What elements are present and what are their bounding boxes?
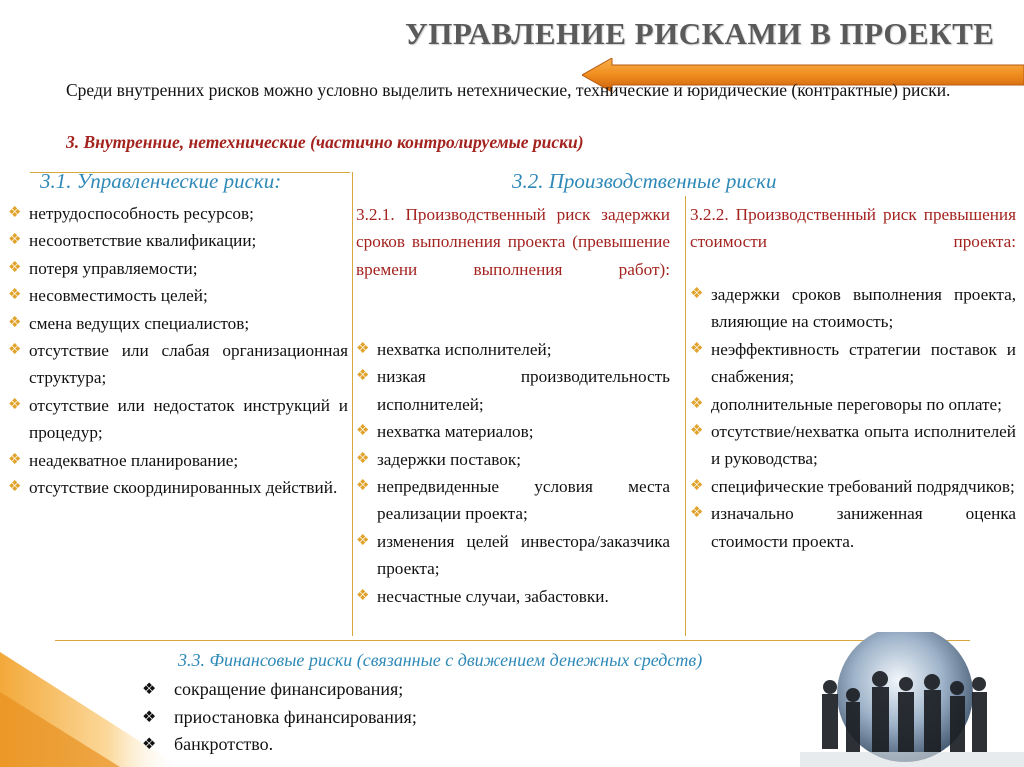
subsection-3-2-1 xyxy=(356,201,670,283)
diamond-bullet-icon: ❖ xyxy=(356,341,370,357)
diamond-bullet-icon: ❖ xyxy=(356,423,370,440)
diamond-bullet-icon: ❖ xyxy=(8,451,22,468)
list-item: ❖ несчастные случаи, забастовки. xyxy=(356,583,670,610)
list-item: ❖ отсутствие или недостаток инструкций и процедур; xyxy=(8,392,348,447)
list-item: ❖ потеря управляемости; xyxy=(8,255,348,282)
list-item: ❖ нехватка материалов; xyxy=(356,418,670,445)
list-item: ❖ неэффективность стратегии поставок и снабжения; xyxy=(690,336,1016,391)
financial-risks-list xyxy=(142,676,417,759)
divider-col1 xyxy=(352,172,353,636)
diamond-bullet-icon: ❖ xyxy=(690,286,704,302)
list-item: ❖ несоответствие квалификации; xyxy=(8,227,348,254)
list-item: ❖ неадекватное планирование; xyxy=(8,447,348,474)
list-item: ❖ отсутствие или слабая организационная структура; xyxy=(8,337,348,392)
diamond-bullet-icon: ❖ xyxy=(142,681,157,698)
diamond-bullet-icon: ❖ xyxy=(690,477,704,494)
page-title: УПРАВЛЕНИЕ РИСКАМИ В ПРОЕКТЕ xyxy=(405,16,995,51)
list-item: ❖ сокращение финансирования; xyxy=(142,676,417,704)
list-item: ❖ низкая производительность исполнителей; xyxy=(356,363,670,418)
list-item: ❖ банкротство. xyxy=(142,731,417,759)
list-item: ❖ несовместимость целей; xyxy=(8,282,348,309)
section-3-1-heading: 3.1. Управленческие риски: xyxy=(40,169,282,193)
list-item: ❖ изначально заниженная оценка стоимости проекта. xyxy=(690,500,1016,555)
list-item: ❖ задержки поставок; xyxy=(356,446,670,473)
subsection-3-2-2-heading: 3.2.2. Производственный риск превышения стоимости проекта: xyxy=(690,205,1016,252)
delay-risks-list xyxy=(356,336,670,610)
management-risks-list xyxy=(8,200,348,501)
diamond-bullet-icon: ❖ xyxy=(8,479,22,496)
list-item: ❖ отсутствие/нехватка опыта исполнителей и руководства; xyxy=(690,418,1016,473)
list-item: ❖ отсутствие скоординированных действий. xyxy=(8,474,348,501)
diamond-bullet-icon: ❖ xyxy=(8,396,22,413)
diamond-bullet-icon: ❖ xyxy=(690,423,704,440)
list-item: ❖ нетрудоспособность ресурсов; xyxy=(8,200,348,227)
diamond-bullet-icon: ❖ xyxy=(8,232,22,249)
divider-col2 xyxy=(685,196,686,636)
diamond-bullet-icon: ❖ xyxy=(356,587,370,604)
diamond-bullet-icon: ❖ xyxy=(690,505,704,522)
subsection-3-2-1-heading: 3.2.1. Производственный риск задержки сроков выполнения проекта (превышение времени выполнения работ): xyxy=(356,205,670,279)
subsection-3-2-2 xyxy=(690,201,1016,256)
diamond-bullet-icon: ❖ xyxy=(8,205,22,221)
diamond-bullet-icon: ❖ xyxy=(8,259,22,276)
diamond-bullet-icon: ❖ xyxy=(8,342,22,359)
diamond-bullet-icon: ❖ xyxy=(142,708,157,726)
diamond-bullet-icon: ❖ xyxy=(690,395,704,412)
list-item: ❖ непредвиденные условия места реализации проекта; xyxy=(356,473,670,528)
list-item: ❖ приостановка финансирования; xyxy=(142,704,417,732)
cost-risks-list xyxy=(690,281,1016,555)
section-3-3-heading: 3.3. Финансовые риски (связанные с движением денежных средств) xyxy=(178,650,703,670)
list-item: ❖ задержки сроков выполнения проекта, влияющие на стоимость; xyxy=(690,281,1016,336)
list-item: ❖ специфические требований подрядчиков; xyxy=(690,473,1016,500)
list-item: ❖ дополнительные переговоры по оплате; xyxy=(690,391,1016,418)
section-3-2-heading: 3.2. Производственные риски xyxy=(512,169,777,193)
list-item: ❖ смена ведущих специалистов; xyxy=(8,310,348,337)
diamond-bullet-icon: ❖ xyxy=(142,736,157,753)
section-3-heading: 3. Внутренние, нетехнические (частично контролируемые риски) xyxy=(66,132,584,152)
diamond-bullet-icon: ❖ xyxy=(356,532,370,549)
diamond-bullet-icon: ❖ xyxy=(8,314,22,331)
list-item: ❖ изменения целей инвестора/заказчика проекта; xyxy=(356,528,670,583)
diamond-bullet-icon: ❖ xyxy=(690,340,704,357)
intro-paragraph: Среди внутренних рисков можно условно выделить нетехнические, технические и юридические (контрактные) риски. xyxy=(66,80,951,100)
diamond-bullet-icon: ❖ xyxy=(8,287,22,304)
diamond-bullet-icon: ❖ xyxy=(356,368,370,385)
diamond-bullet-icon: ❖ xyxy=(356,478,370,495)
diamond-bullet-icon: ❖ xyxy=(356,450,370,467)
list-item: ❖ нехватка исполнителей; xyxy=(356,336,670,363)
